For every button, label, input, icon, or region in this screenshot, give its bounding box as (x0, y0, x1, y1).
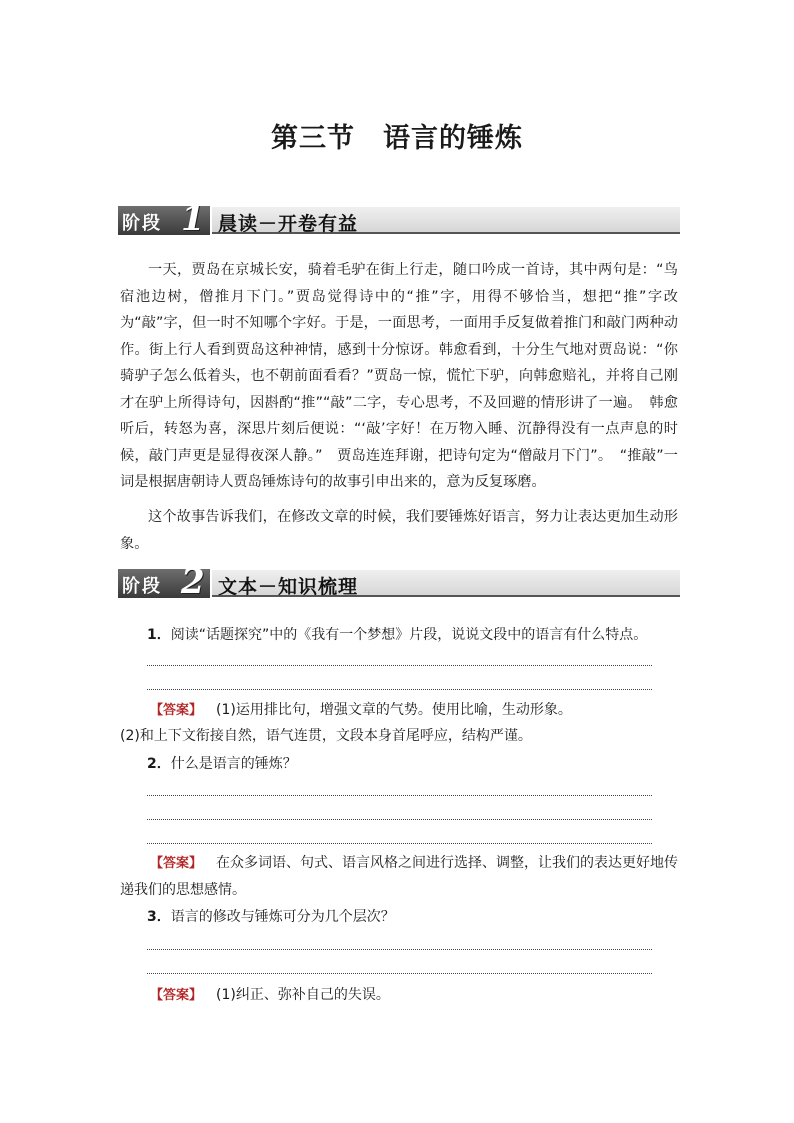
question-1 (147, 625, 687, 645)
answer-text: (1)纠正、弥补自己的失误。 (216, 987, 390, 1003)
question-text: 什么是语言的锤炼？ (170, 756, 297, 772)
story-paragraph: 一天，贾岛在京城长安，骑着毛驴在街上行走，随口吟成一首诗，其中两句是：“鸟宿池边树，僧推月下门。”贾岛觉得诗中的“推”字，用得不够恰当，想把“推”字改为“敲”字，但一时不知哪个字好。于是，一面思考，一面用手反复做着推门和敲门两种动作。街上行人看到贾岛这种神情，感到十分惊讶。韩愈看到，十分生气地对贾岛说：“你骑驴子怎么低着头，也不朝前面看看？”贾岛一惊，慌忙下驴，向韩愈赔礼，并将自己刚才在驴上所得诗句，因斟酌“推”“敲”二字，专心思考，不及回避的情形讲了一遍。 韩愈听后，转怒为喜，深思片刻后便说：“‘敲’字好！在万物入睡、沉静得没有一点声息的时候，敲门声更是显得夜深人静。” 贾岛连连拜谢，把诗句定为“僧敲月下门”。 “推敲”一词是根据唐朝诗人贾岛锤炼诗句的故事引申出来的，意为反复琢磨。 (120, 262, 678, 490)
question-3 (147, 907, 687, 927)
stage-header-1 (118, 199, 680, 239)
stage-title: 晨读－开卷有益 (218, 213, 359, 235)
stage-title: 文本－知识梳理 (218, 576, 359, 598)
answer-label: 【答案】 (150, 703, 203, 718)
answer-text: (1)运用排比句，增强文章的气势。使用比喻，生动形象。 (216, 702, 572, 718)
answer-label: 【答案】 (150, 988, 203, 1003)
question-number: 3． (147, 909, 171, 925)
question-number: 1． (147, 627, 171, 643)
answer-text: 在众多词语、句式、语言风格之间进行选择、调整，让我们的表达更好地传递我们的思想感情。 (120, 855, 679, 898)
story-conclusion: 这个故事告诉我们，在修改文章的时候，我们要锤炼好语言，努力让表达更加生动形象。 (120, 509, 678, 552)
stage-tag-label: 阶段 (122, 213, 162, 234)
question-text: 语言的修改与锤炼可分为几个层次？ (170, 909, 395, 925)
answer-label: 【答案】 (150, 856, 203, 871)
stage-tag-label: 阶段 (122, 576, 162, 597)
question-text: 阅读“话题探究”中的《我有一个梦想》片段，说说文段中的语言有什么特点。 (170, 627, 648, 643)
question-number: 2． (147, 756, 171, 772)
answer-3 (120, 982, 678, 1009)
answer-1 (120, 697, 678, 724)
stage-number: 2 (181, 562, 205, 602)
answer-line[interactable] (147, 949, 652, 950)
answer-2 (120, 850, 678, 903)
answer-line[interactable] (147, 973, 652, 974)
answer-line[interactable] (147, 665, 652, 666)
stage-number: 1 (181, 199, 205, 239)
stage-tag (118, 199, 212, 239)
answer-line[interactable] (147, 843, 652, 844)
answer-line[interactable] (147, 689, 652, 690)
stage-header-2 (118, 562, 680, 602)
question-2 (147, 754, 687, 774)
answer-1-continued: (2)和上下文衔接自然，语气连贯，文段本身首尾呼应，结构严谨。 (120, 728, 532, 744)
page-title: 第三节 语言的锤炼 (271, 123, 523, 154)
stage-tag (118, 562, 212, 602)
answer-line[interactable] (147, 795, 652, 796)
answer-line[interactable] (147, 819, 652, 820)
